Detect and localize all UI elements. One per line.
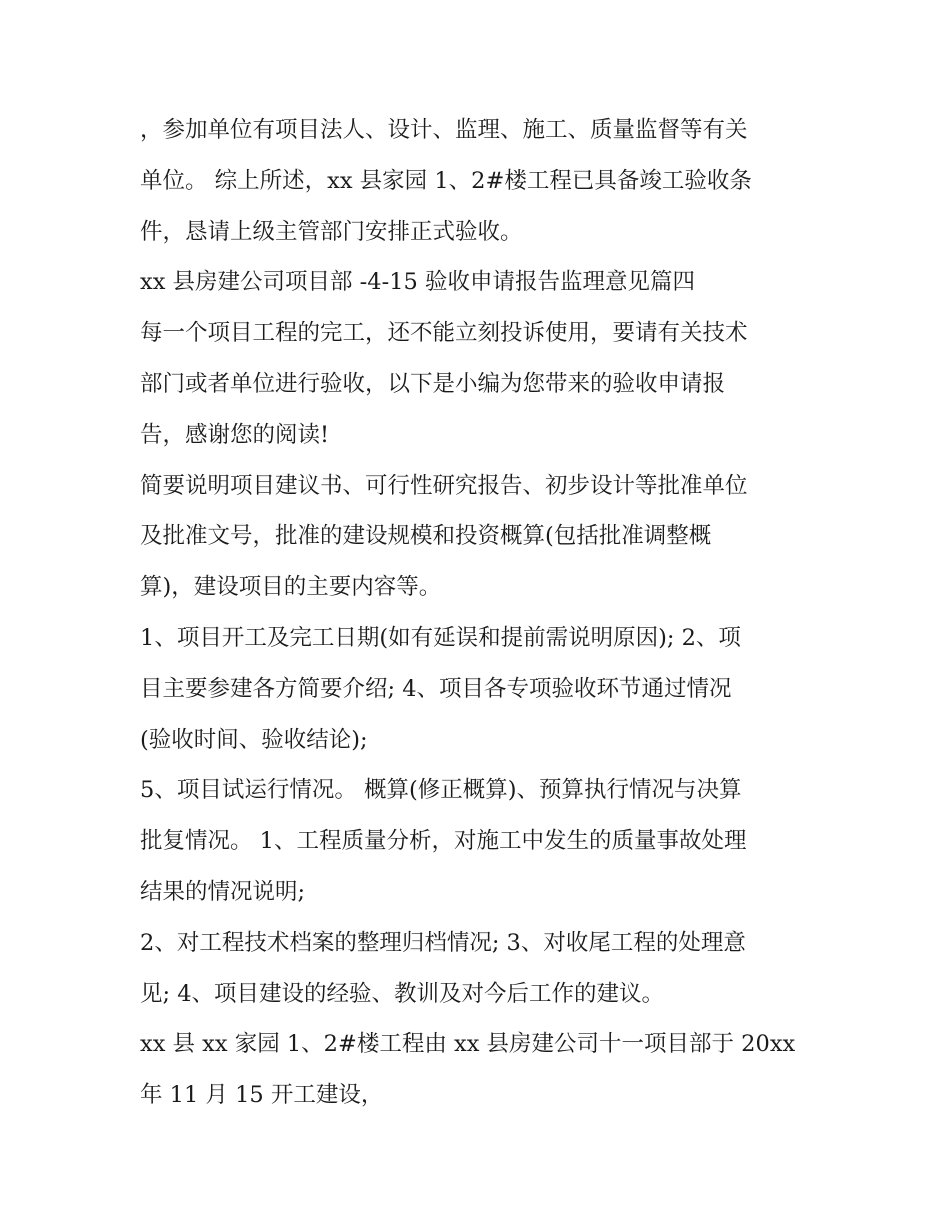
text-line: 5、项目试运行情况。 概算(修正概算)、预算执行情况与决算 (140, 777, 742, 804)
text-line: 简要说明项目建议书、可行性研究报告、初步设计等批准单位 (140, 472, 748, 499)
text-line: 见; 4、项目建设的经验、教训及对今后工作的建议。 (140, 980, 665, 1007)
text-line: 结果的情况说明; (140, 878, 306, 905)
text-line: 及批准文号，批准的建设规模和投资概算(包括批准调整概 (140, 523, 712, 550)
text-line: 部门或者单位进行验收，以下是小编为您带来的验收申请报 (140, 370, 726, 397)
text-line: 批复情况。 1、工程质量分析，对施工中发生的质量事故处理 (140, 828, 747, 855)
text-line: 每一个项目工程的完工，还不能立刻投诉使用，要请有关技术 (140, 320, 748, 347)
text-line: 算)，建设项目的主要内容等。 (140, 574, 442, 601)
document-body (140, 105, 820, 1121)
text-line: 件，恳请上级主管部门安排正式验收。 (140, 218, 523, 245)
text-line: xx 县 xx 家园 1、2#楼工程由 xx 县房建公司十一项目部于 20xx (140, 1031, 796, 1058)
text-line: 2、对工程技术档案的整理归档情况; 3、对收尾工程的处理意 (140, 929, 746, 956)
text-line: (验收时间、验收结论); (140, 726, 368, 753)
text-line: 告，感谢您的阅读! (140, 421, 330, 448)
section-heading: xx 县房建公司项目部 -4-15 验收申请报告监理意见篇四 (140, 269, 695, 296)
text-line: 目主要参建各方简要介绍; 4、项目各专项验收环节通过情况 (140, 675, 732, 702)
text-line: 年 11 月 15 开工建设， (140, 1082, 384, 1109)
text-line: 单位。 综上所述，xx 县家园 1、2#楼工程已具备竣工验收条 (140, 167, 752, 194)
text-line: ，参加单位有项目法人、设计、监理、施工、质量监督等有关 (140, 117, 748, 143)
text-line: 1、项目开工及完工日期(如有延误和提前需说明原因); 2、项 (140, 624, 741, 651)
